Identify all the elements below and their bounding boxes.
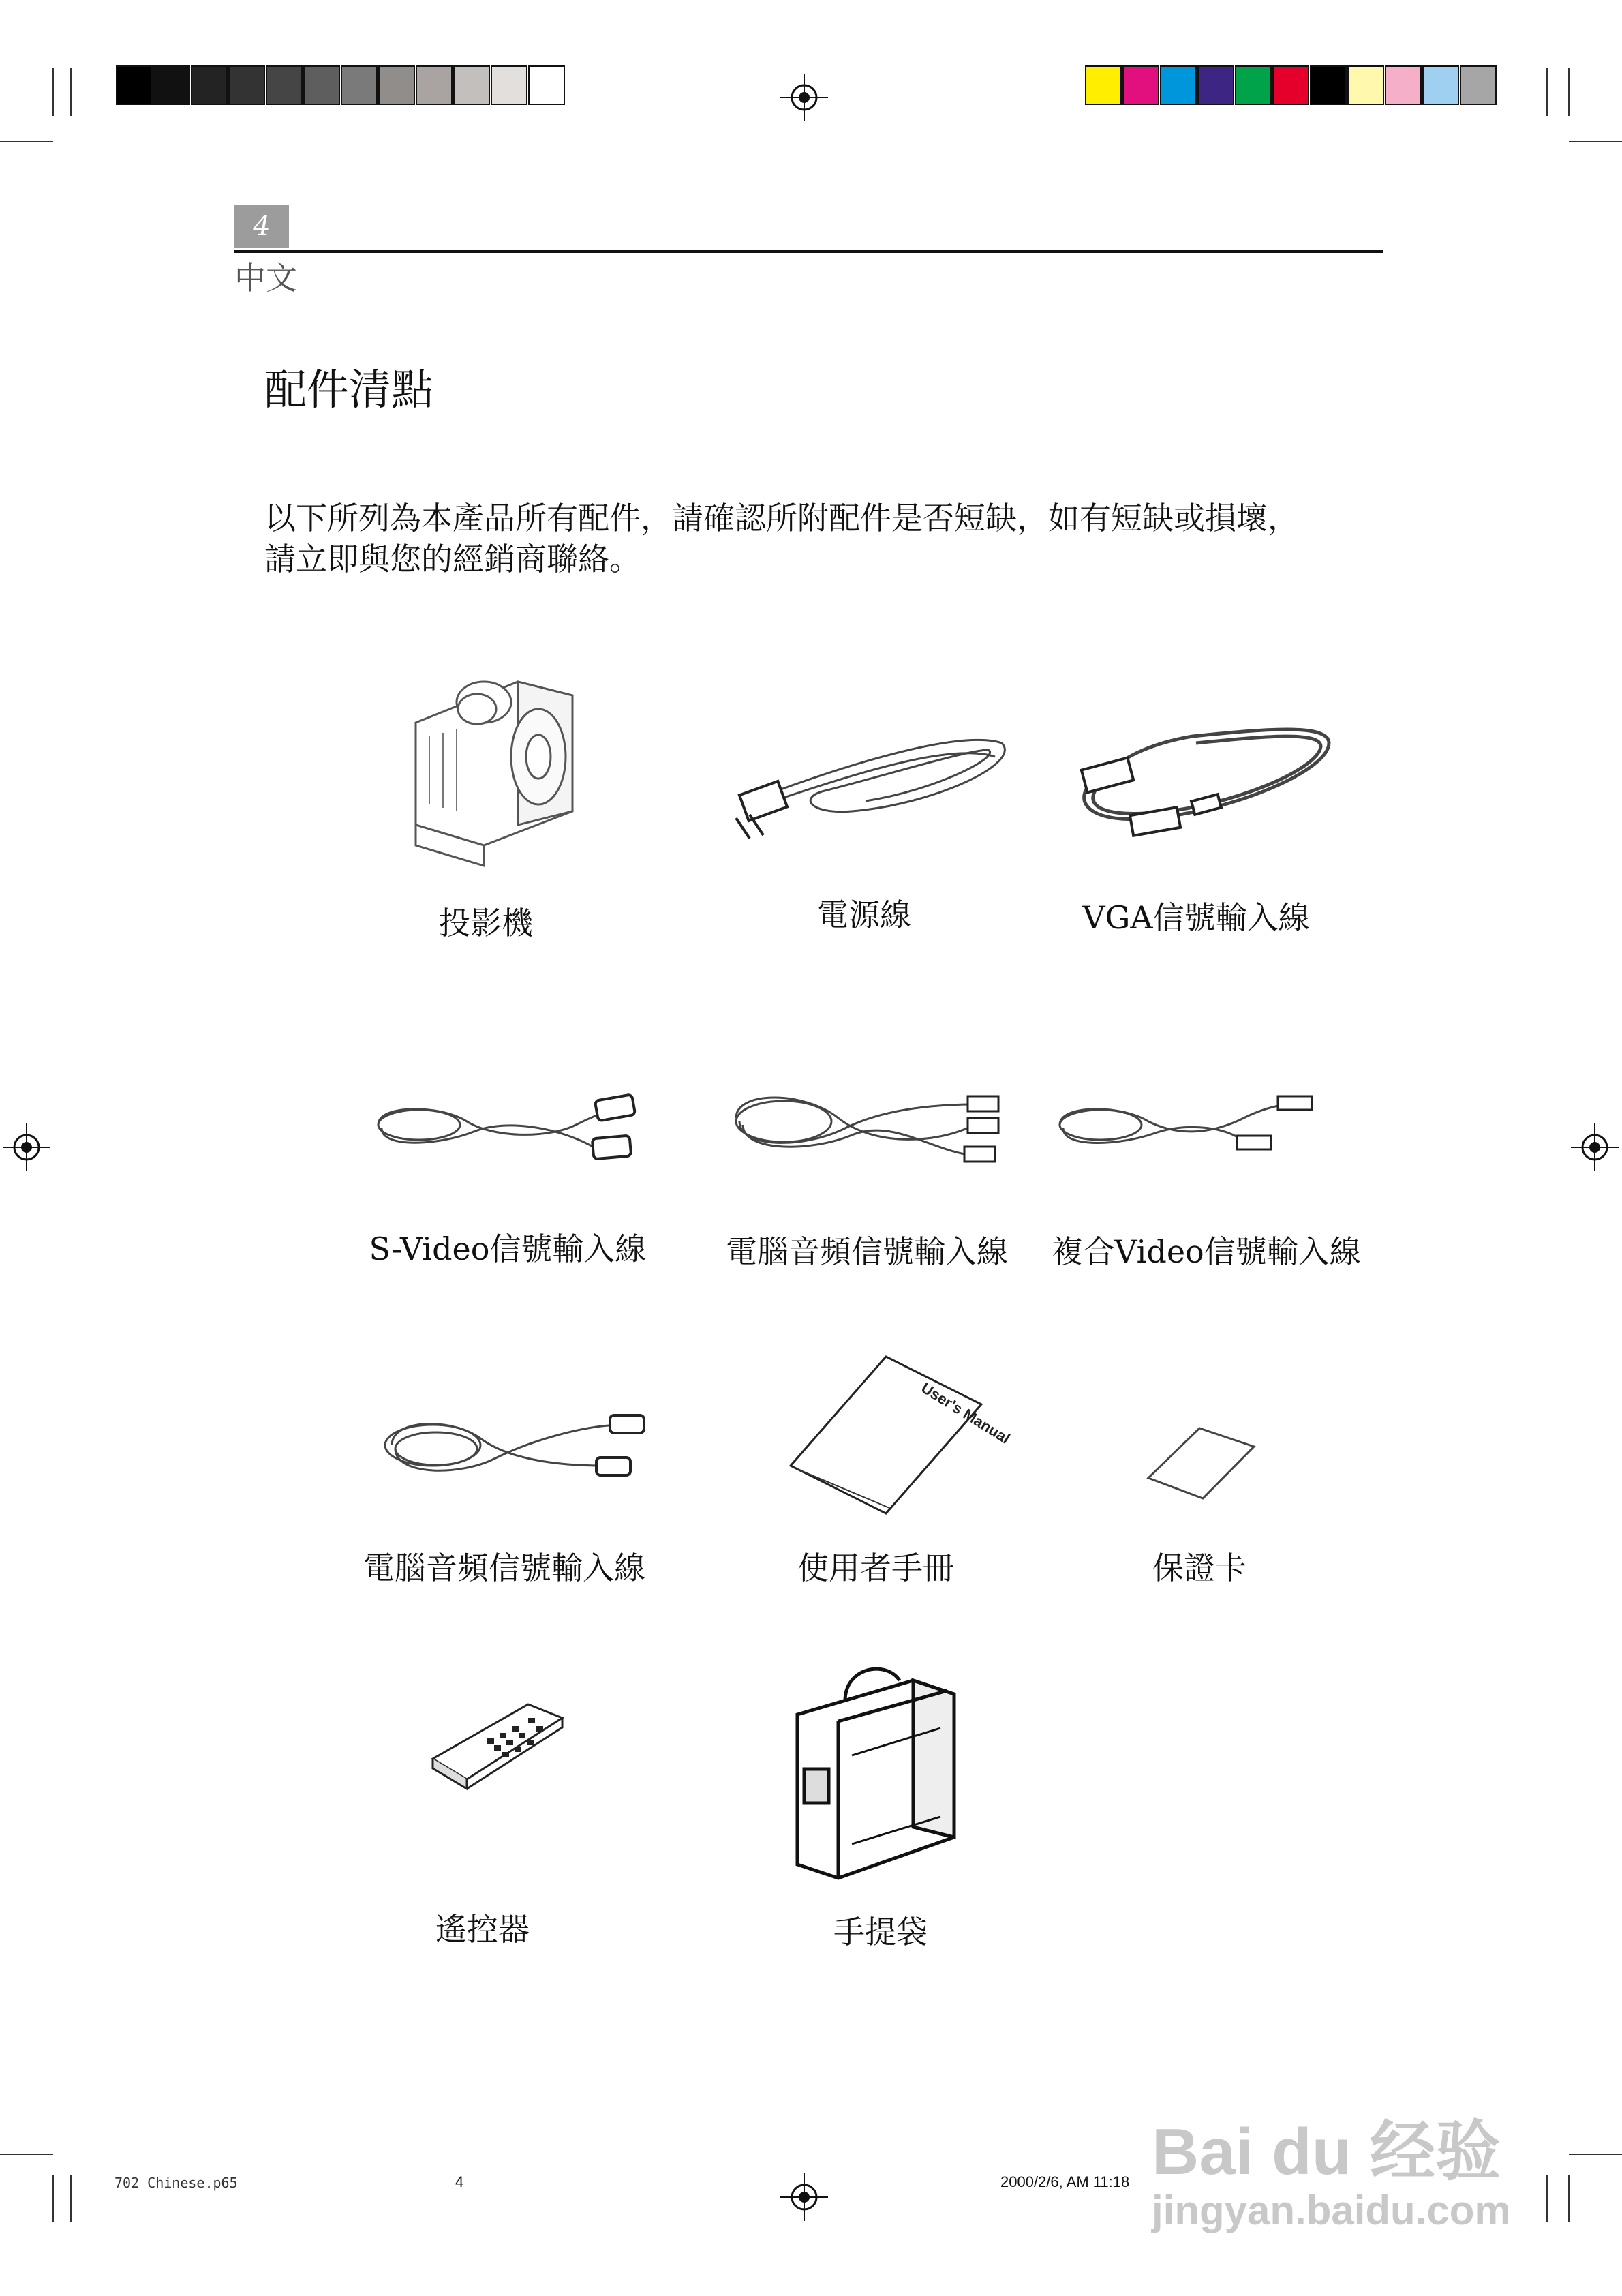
header-rule: [234, 250, 1383, 253]
color-swatch: [341, 65, 378, 105]
color-swatch: [116, 65, 153, 105]
watermark-brand: Bai du 经验: [1152, 2115, 1501, 2188]
footer-filename: 702 Chinese.p65: [114, 2175, 238, 2191]
color-swatch: [1085, 65, 1122, 105]
registration-mark-icon: [1571, 1123, 1619, 1171]
manual-icon: [784, 1350, 1013, 1513]
language-label: 中文: [234, 260, 297, 297]
footer-timestamp: 2000/2/6, AM 11:18: [1000, 2173, 1130, 2190]
projector-icon: [402, 641, 607, 873]
accessory-label-remote: 遙控器: [435, 1911, 530, 1948]
color-swatch: [1385, 65, 1422, 105]
footer-page: 4: [455, 2173, 464, 2190]
rca-cable-icon: [729, 1084, 1009, 1173]
s-video-cable-icon: [371, 1091, 644, 1166]
remote-icon: [426, 1697, 569, 1800]
color-swatch: [266, 65, 303, 105]
color-swatch: [1422, 65, 1459, 105]
accessory-label-rca-cable: 電腦音頻信號輸入線: [726, 1233, 1008, 1270]
carrying-case-icon: [791, 1653, 968, 1885]
accessory-label-vga-cable: VGA信號輸入線: [1082, 899, 1310, 936]
watermark-url: jingyan.baidu.com: [1152, 2188, 1511, 2233]
accessory-label-user-manual: 使用者手冊: [797, 1550, 954, 1586]
registration-mark-icon: [780, 74, 828, 121]
audio-cable-icon: [378, 1404, 664, 1507]
color-swatch: [378, 65, 415, 105]
accessory-label-warranty-card: 保證卡: [1152, 1550, 1246, 1586]
registration-mark-icon: [3, 1123, 50, 1171]
accessory-label-s-video-cable: S-Video信號輸入線: [369, 1230, 647, 1267]
accessory-label-audio-cable: 電腦音頻信號輸入線: [363, 1550, 645, 1586]
color-swatch: [228, 65, 265, 105]
color-swatch: [1160, 65, 1197, 105]
color-swatch: [453, 65, 490, 105]
color-swatch: [1122, 65, 1159, 105]
color-swatch: [1460, 65, 1497, 105]
color-swatch: [1197, 65, 1234, 105]
color-swatch: [491, 65, 527, 105]
page-number-box: 4: [234, 205, 289, 248]
manual-cover-text: User's Manual: [918, 1379, 1013, 1447]
accessory-label-power-cord: 電源線: [817, 896, 911, 933]
color-swatch: [528, 65, 565, 105]
power-cord-icon: [729, 723, 1015, 859]
color-swatch: [1272, 65, 1309, 105]
color-swatch: [416, 65, 453, 105]
color-swatch: [191, 65, 228, 105]
registration-mark-icon: [780, 2173, 828, 2221]
color-swatch: [303, 65, 340, 105]
color-swatch: [1235, 65, 1272, 105]
color-swatch: [153, 65, 190, 105]
composite-cable-icon: [1053, 1091, 1332, 1166]
intro-paragraph: 以下所列為本產品所有配件，請確認所附配件是否短缺，如有短缺或損壞，請立即與您的經銷商聯絡。: [264, 500, 1299, 577]
color-swatch: [1347, 65, 1384, 105]
accessory-label-carrying-case: 手提袋: [833, 1914, 928, 1950]
accessory-label-composite-cable: 複合Video信號輸入線: [1052, 1233, 1361, 1270]
color-swatch: [1310, 65, 1347, 105]
accessory-label-projector: 投影機: [439, 905, 533, 941]
page-title: 配件清點: [264, 365, 434, 414]
vga-cable-icon: [1056, 716, 1343, 852]
warranty-card-icon: [1145, 1425, 1268, 1500]
